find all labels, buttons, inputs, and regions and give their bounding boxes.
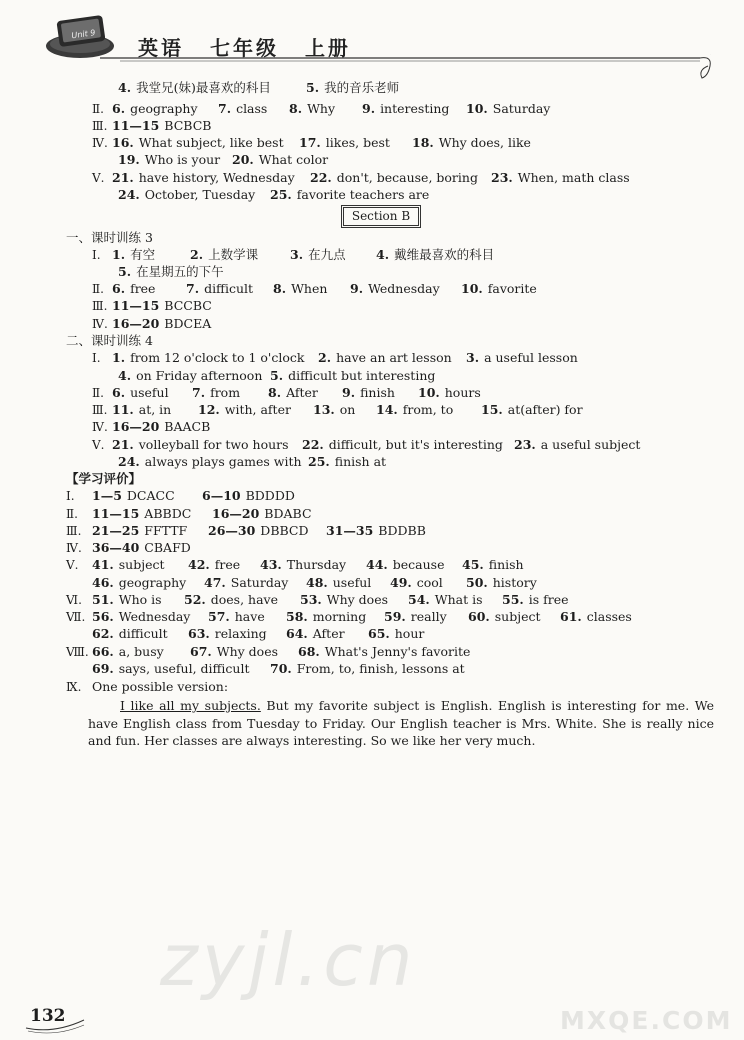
part2-heading: 二、课时训练 4 [66,333,153,348]
watermark: zyjl.cn [160,918,417,1002]
title-subject: 英语 [138,36,184,60]
essay-underlined: I like all my subjects. [120,698,261,713]
review-heading: 【学习评价】 [66,471,142,486]
title-volume: 上册 [304,36,351,60]
part1-heading: 一、课时训练 3 [66,230,153,245]
logo-text: Unit 9 [70,28,96,41]
page-number: 132 [30,1006,66,1026]
watermark-site: MXQE.COM [560,1006,733,1035]
title-grade: 七年级 [209,36,279,60]
section-b-label: Section B [343,207,419,226]
page-header [0,0,744,80]
essay-text: But my favorite subject is English. English is interesting for me. We have English class from Tuesday to Friday. Our English teacher is Mrs. White. She is really nice and fun. Her classes are always interesting. So we like her very much. [88,698,714,748]
sample-essay [88,697,714,750]
header-rule [100,54,720,80]
